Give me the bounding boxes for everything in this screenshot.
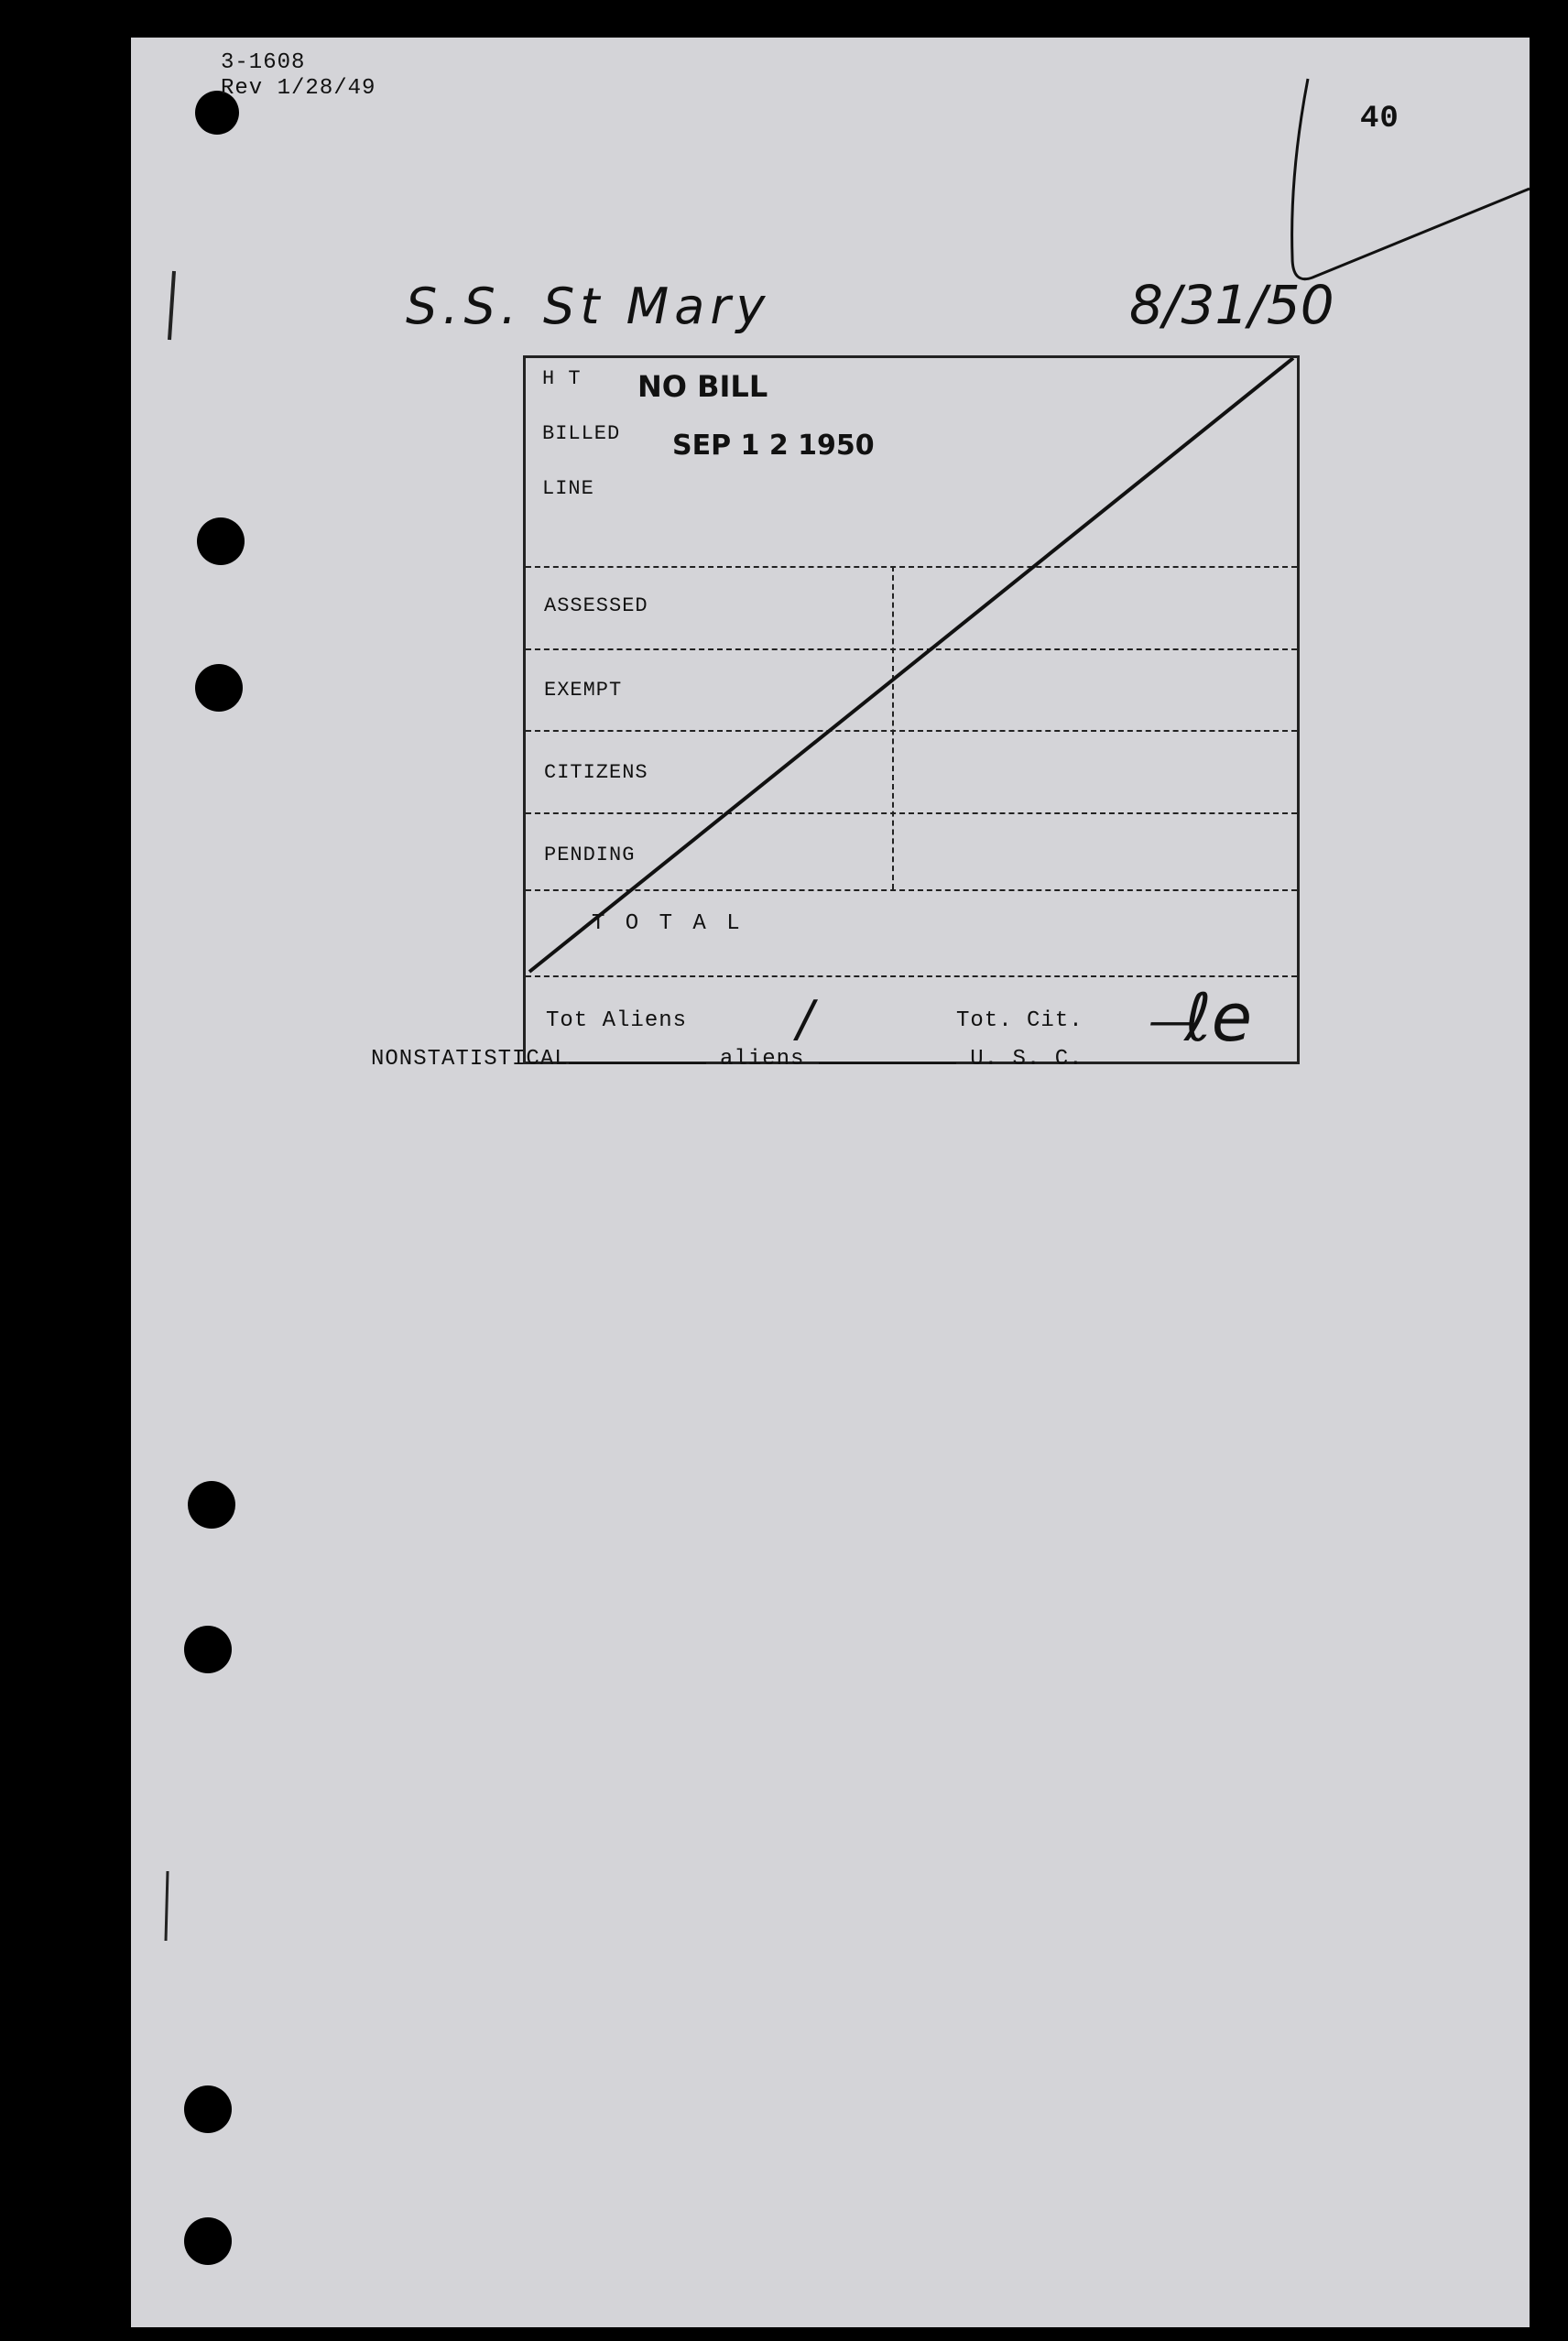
stamp-date: SEP 1 2 1950 [672,430,875,462]
tot-cit-label: Tot. Cit. [956,1008,1083,1033]
nonstatistical-label: NONSTATISTICAL [371,1047,569,1072]
billing-form-box [523,355,1300,1064]
ht-label: H T [542,367,582,390]
row-label-pending: PENDING [544,844,636,866]
total-label: T O T A L [592,911,744,936]
no-bill-stamp: NO BILL [637,369,768,404]
nonstatistical-line [371,1047,1083,1072]
ship-name: S.S. St Mary [406,278,771,335]
cancel-strike-line [526,358,1297,1062]
row-label-exempt: EXEMPT [544,679,623,702]
tot-aliens-value: / [797,990,814,1048]
page-number: 40 [1360,102,1399,136]
row-label-assessed: ASSESSED [544,594,648,617]
form-number: 3-1608 [221,50,306,75]
tot-aliens-label: Tot Aliens [546,1008,688,1033]
form-revision: Rev 1/28/49 [221,76,376,101]
billed-label: BILLED [542,422,621,445]
aliens-blank [819,1062,956,1064]
document-page [131,38,1530,2327]
nonstatistical-blank [569,1062,706,1064]
aliens-label: aliens [720,1047,805,1072]
tot-cit-value: — [1149,996,1192,1047]
line-label: LINE [542,477,594,500]
arrival-date: 8/31/50 [1129,274,1334,336]
usc-label: U. S. C. [970,1047,1083,1072]
handwritten-initials: ℓe [1184,979,1253,1056]
row-label-citizens: CITIZENS [544,761,648,784]
